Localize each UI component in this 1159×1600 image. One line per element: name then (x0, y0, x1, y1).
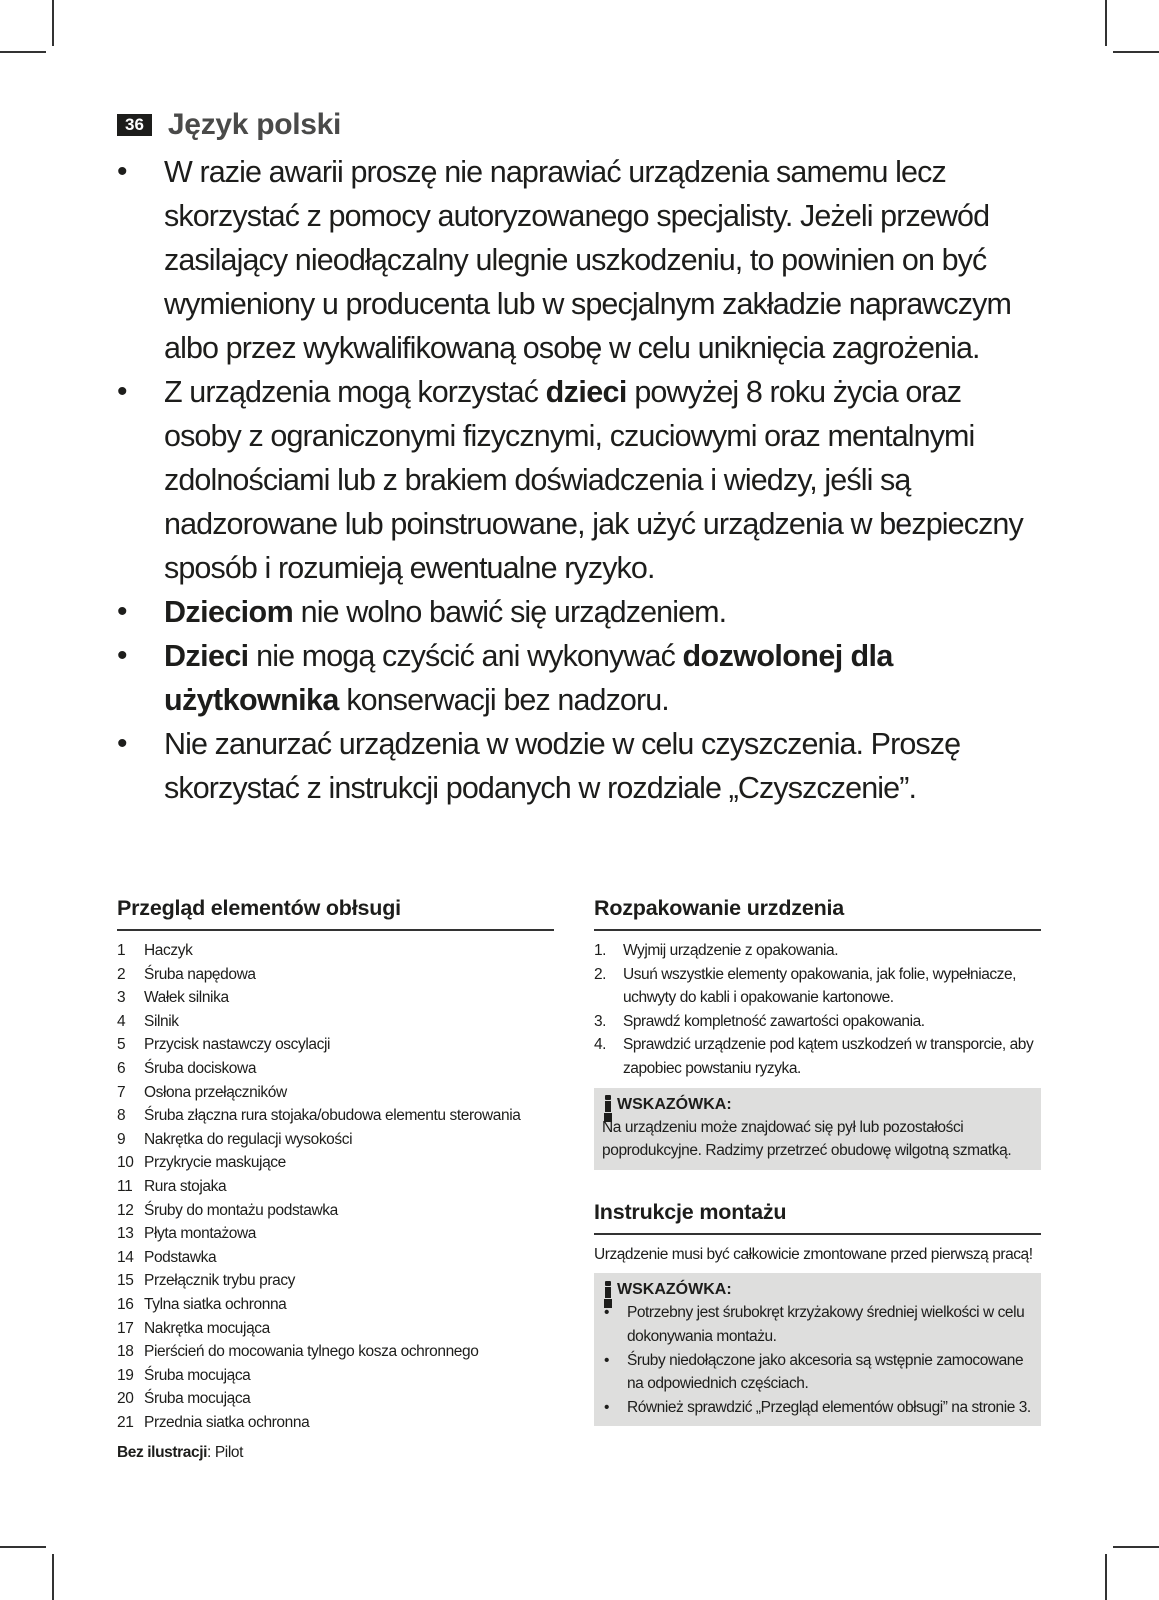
assembly-tip-bullets (602, 1301, 1033, 1419)
emphasis-text: Dzieci (164, 639, 249, 673)
bullet-text: nie wolno bawić się urządzeniem. (293, 595, 727, 629)
part-label: Płyta montażowa (144, 1225, 257, 1243)
bullet-icon: • (117, 155, 127, 188)
part-label: Tylna siatka ochronna (144, 1295, 287, 1313)
tip-heading (602, 1094, 1033, 1116)
part-item (117, 1340, 554, 1364)
tip-heading-label: WSKAZÓWKA: (617, 1095, 732, 1113)
part-item (117, 1104, 554, 1128)
overview-section (117, 896, 554, 1462)
crop-mark (1113, 51, 1159, 53)
crop-mark (1113, 1546, 1159, 1548)
part-number: 4 (117, 1012, 126, 1030)
part-label: Podstawka (144, 1248, 217, 1266)
tip-heading (602, 1279, 1033, 1301)
safety-bullet-item (117, 634, 1037, 722)
unpacking-steps (594, 939, 1041, 1081)
tip-bullet-text: Potrzebny jest śrubokręt krzyżakowy średniej wielkości w celu dokonywania montażu. (627, 1304, 1025, 1345)
part-label: Nakrętka do regulacji wysokości (144, 1130, 353, 1148)
part-label: Silnik (144, 1012, 179, 1030)
tip-bullet-item (602, 1396, 1033, 1420)
bullet-text: konserwacji bez nadzoru. (338, 683, 669, 717)
page-number: 36 (117, 114, 152, 136)
bullet-icon: • (117, 595, 127, 628)
page-header (117, 108, 341, 142)
part-item (117, 1081, 554, 1105)
tip-box (594, 1088, 1041, 1170)
emphasis-text: Dzieciom (164, 595, 294, 629)
crop-mark (52, 1554, 54, 1600)
bullet-icon: • (117, 375, 127, 408)
part-item (117, 1364, 554, 1388)
unpacking-step (594, 963, 1041, 1010)
tip-bullet-item (602, 1349, 1033, 1396)
unpacking-step (594, 1033, 1041, 1080)
crop-mark (1105, 0, 1107, 46)
part-number: 6 (117, 1059, 126, 1077)
bullet-icon: • (604, 1351, 609, 1369)
part-label: Śruba mocująca (144, 1390, 251, 1408)
part-number: 19 (117, 1366, 134, 1384)
part-item (117, 1293, 554, 1317)
emphasis-text: dozwolonej dla użytkownika (164, 639, 893, 717)
part-item (117, 1057, 554, 1081)
step-number: 4. (594, 1036, 607, 1054)
bullet-icon: • (117, 727, 127, 760)
part-label: Pierścień do mocowania tylnego kosza ochronnego (144, 1343, 479, 1361)
part-number: 5 (117, 1036, 126, 1054)
tip-heading-label: WSKAZÓWKA: (617, 1281, 732, 1299)
safety-bullet-item (117, 370, 1037, 590)
section-title-unpacking: Rozpakowanie urzdzenia (594, 896, 1041, 931)
safety-bullet-item (117, 722, 1037, 810)
part-label: Śruba dociskowa (144, 1059, 257, 1077)
part-item (117, 1387, 554, 1411)
part-number: 11 (117, 1177, 133, 1195)
part-item (117, 1317, 554, 1341)
part-item (117, 1199, 554, 1223)
section-title-assembly: Instrukcje montażu (594, 1200, 1041, 1235)
part-item (117, 1010, 554, 1034)
tip-text: Na urządzeniu może znajdować się pył lub pozostałości poprodukcyjne. Radzimy przetrzeć obudowę wilgotną szmatką. (602, 1118, 1012, 1160)
part-number: 12 (117, 1201, 134, 1219)
not-illustrated-note (117, 1444, 554, 1462)
unpacking-section (594, 896, 1041, 1170)
step-text: Sprawdź kompletność zawartości opakowania. (623, 1012, 925, 1030)
bullet-text: Z urządzenia mogą korzystać (164, 375, 546, 409)
bullet-icon: • (604, 1304, 609, 1322)
part-item (117, 939, 554, 963)
part-number: 13 (117, 1225, 134, 1243)
part-number: 8 (117, 1107, 126, 1125)
info-icon (602, 1281, 614, 1300)
step-text: Usuń wszystkie elementy opakowania, jak folie, wypełniacze, uchwyty do kabli i opakowanie kartonowe. (623, 965, 1017, 1007)
crop-mark (0, 1546, 46, 1548)
safety-bullet-item (117, 150, 1037, 370)
bullet-icon: • (117, 639, 127, 672)
part-label: Przycisk nastawczy oscylacji (144, 1036, 331, 1054)
step-number: 3. (594, 1012, 607, 1030)
part-number: 21 (117, 1413, 134, 1431)
part-item (117, 1222, 554, 1246)
note-label: Bez ilustracji (117, 1444, 208, 1462)
part-label: Przykrycie maskujące (144, 1154, 286, 1172)
bullet-text: nie mogą czyścić ani wykonywać (248, 639, 683, 673)
part-item (117, 1033, 554, 1057)
part-number: 18 (117, 1343, 134, 1361)
part-number: 14 (117, 1248, 134, 1266)
part-label: Przednia siatka ochronna (144, 1413, 310, 1431)
section-title-overview: Przegląd elementów obłsugi (117, 896, 554, 931)
safety-bullet-list (117, 150, 1037, 810)
part-number: 20 (117, 1390, 134, 1408)
part-label: Haczyk (144, 942, 193, 959)
tip-bullet-text: Również sprawdzić „Przegląd elementów obłsugi” na stronie 3. (627, 1398, 1031, 1416)
assembly-intro: Urządzenie musi być całkowicie zmontowane przed pierwszą pracą! (594, 1245, 1033, 1263)
page-title: Język polski (167, 108, 342, 141)
unpacking-step (594, 1010, 1041, 1034)
part-item (117, 1175, 554, 1199)
part-number: 16 (117, 1295, 134, 1313)
note-value: : Pilot (207, 1444, 243, 1462)
crop-mark (52, 0, 54, 46)
part-label: Śruby do montażu podstawka (144, 1201, 338, 1219)
part-number: 3 (117, 989, 126, 1007)
step-text: Wyjmij urządzenie z opakowania. (623, 942, 839, 959)
part-label: Nakrętka mocująca (144, 1319, 270, 1337)
parts-list (117, 939, 554, 1434)
tip-bullet-item (602, 1301, 1033, 1348)
crop-mark (0, 51, 46, 53)
bullet-text: Nie zanurzać urządzenia w wodzie w celu czyszczenia. Proszę skorzystać z instrukcji podanych w rozdziale „Czyszczenie”. (164, 727, 961, 805)
bullet-text: powyżej 8 roku życia oraz osoby z ograniczonymi fizycznymi, czuciowymi oraz mentalnymi zdolnościami lub z brakiem doświadczenia i wiedzy, jeśli są nadzorowane lub poinstruowane, jak użyć urządzenia w bezpieczny sposób i rozumieją ewentualne ryzyko. (164, 375, 1023, 585)
part-item (117, 1269, 554, 1293)
safety-bullet-item (117, 590, 1037, 634)
bullet-icon: • (604, 1398, 609, 1416)
part-item (117, 1411, 554, 1435)
part-label: Wałek silnika (144, 989, 229, 1007)
part-number: 10 (117, 1154, 134, 1172)
part-number: 7 (117, 1083, 126, 1101)
part-label: Śruba mocująca (144, 1366, 251, 1384)
part-label: Rura stojaka (144, 1177, 227, 1195)
unpacking-step (594, 939, 1041, 963)
emphasis-text: dzieci (545, 375, 627, 409)
assembly-section (594, 1200, 1041, 1427)
tip-bullet-text: Śruby niedołączone jako akcesoria są wstępnie zamocowane na odpowiednich częściach. (627, 1351, 1024, 1393)
step-text: Sprawdzić urządzenie pod kątem uszkodzeń w transporcie, aby zapobiec powstaniu ryzyka. (623, 1036, 1034, 1077)
part-label: Osłona przełączników (144, 1083, 287, 1101)
part-number: 15 (117, 1272, 134, 1290)
right-column (594, 896, 1041, 1426)
part-item (117, 1151, 554, 1175)
part-label: Śruba złączna rura stojaka/obudowa elementu sterowania (144, 1107, 521, 1125)
part-label: Śruba napędowa (144, 965, 256, 983)
step-number: 2. (594, 965, 607, 983)
part-label: Przełącznik trybu pracy (144, 1272, 296, 1290)
part-item (117, 963, 554, 987)
part-number: 1 (117, 942, 126, 959)
part-number: 9 (117, 1130, 126, 1148)
part-number: 2 (117, 965, 126, 983)
bullet-text: W razie awarii proszę nie naprawiać urządzenia samemu lecz skorzystać z pomocy autoryzowanego specjalisty. Jeżeli przewód zasilający nieodłączalny ulegnie uszkodzeniu, to powinien on być wymieniony u producenta lub w specjalnym zakładzie naprawczym albo przez wykwalifikowaną osobę w celu uniknięcia zagrożenia. (164, 155, 1011, 365)
part-item (117, 1128, 554, 1152)
step-number: 1. (594, 942, 607, 959)
info-icon (602, 1095, 614, 1114)
part-number: 17 (117, 1319, 134, 1337)
part-item (117, 1246, 554, 1270)
tip-box (594, 1273, 1041, 1426)
part-item (117, 986, 554, 1010)
crop-mark (1105, 1554, 1107, 1600)
